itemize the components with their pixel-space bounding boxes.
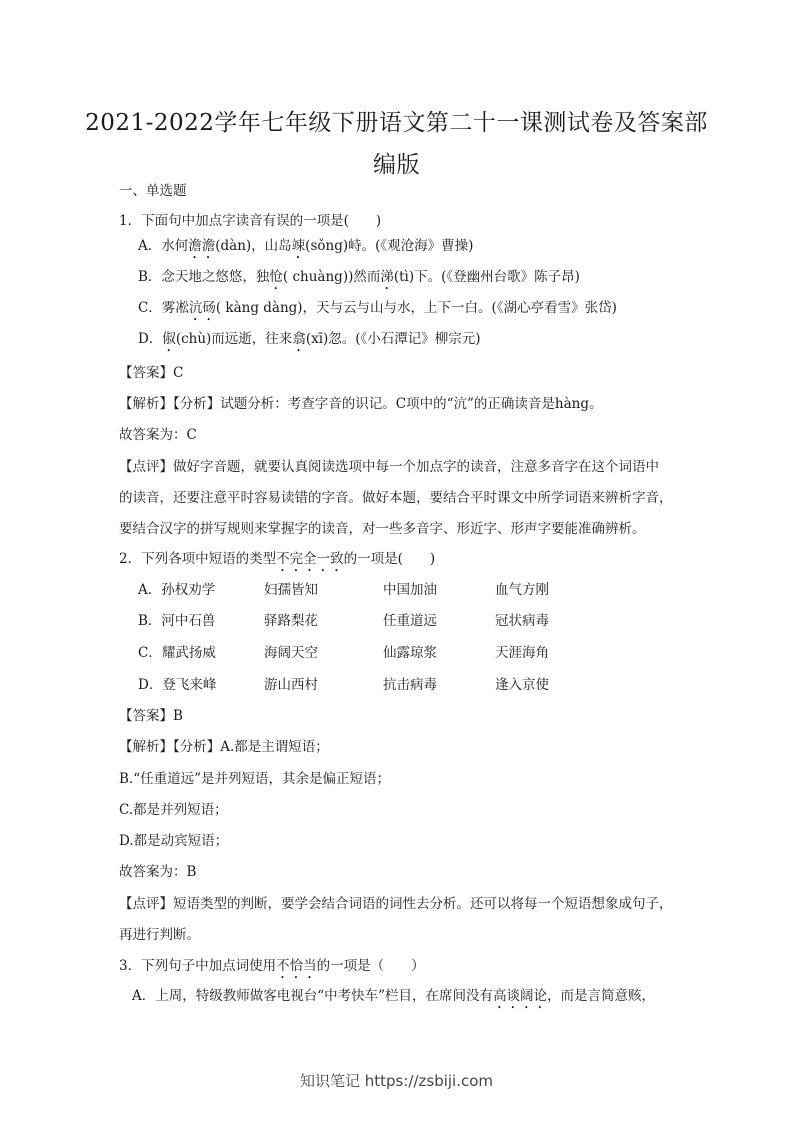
- q1-analysis: 【解析】【分析】试题分析：考查字音的识记。C项中的“沆”的正确读音是hàng。: [119, 396, 603, 412]
- q2-stem-dotted: 不完全一致: [276, 551, 344, 567]
- q1-a-dotted1: 澹澹: [188, 238, 216, 254]
- q2-b-col2: 驿路梨花: [264, 613, 318, 629]
- q1-option-c: [138, 299, 617, 324]
- q2-b-col4: 冠状病毒: [495, 613, 549, 629]
- q1-stem: 1．下面句中加点字读音有误的一项是( ): [119, 213, 382, 229]
- q1-comment-1: 【点评】做好字音题，就要认真阅读选项中每一个加点字的读音，注意多音字在这个词语中: [119, 459, 659, 475]
- q3-stem-post: 的一项是（ ）: [316, 958, 425, 974]
- q2-stem-post: 的一项是( ): [343, 551, 436, 567]
- q3-stem-dotted: 不恰当: [276, 958, 317, 974]
- q2-stem: [119, 550, 435, 575]
- q1-b-dotted2: 涕: [380, 269, 394, 285]
- q2-c-col2: 海阔天空: [264, 645, 318, 661]
- q1-answer: 【答案】C: [119, 365, 184, 381]
- q2-d-col4: 逢入京使: [495, 677, 549, 693]
- q2-c-col3: 仙露琼浆: [383, 645, 437, 661]
- q1-d-text1: D．: [138, 331, 163, 347]
- q1-d-dotted2: 翕: [292, 331, 306, 347]
- q2-c-col4: 天涯海角: [495, 645, 549, 661]
- q1-a-dotted2: 竦: [291, 238, 306, 254]
- q1-c-dotted1: 沆砀: [188, 300, 216, 316]
- q1-a-text1: A．水何: [138, 238, 189, 254]
- q2-conclusion: 故答案为：B: [119, 864, 197, 880]
- q3-a-post: ，而是言简意赅，: [547, 988, 656, 1004]
- q1-option-d: [138, 330, 481, 355]
- q1-c-text1: C．雾凇: [138, 300, 189, 316]
- q1-comment-2: 的读音，还要注意平时容易读错的字音。做好本题，要结合平时课文中所学词语来辨析字音，: [119, 490, 673, 506]
- q1-option-b: [138, 268, 580, 293]
- q2-analysis-a: 【解析】【分析】A.都是主谓短语；: [119, 739, 329, 755]
- q1-b-dotted1: 怆: [269, 269, 283, 285]
- q3-a-pre: A．上周，特级教师做客电视台“中考快车”栏目，在席间没有: [132, 988, 494, 1004]
- q2-a-col4: 血气方刚: [495, 582, 549, 598]
- q1-b-text1: B．念天地之悠悠，独: [138, 269, 270, 285]
- q1-d-text2: (chù)而远逝，往来: [175, 331, 293, 347]
- q1-d-text3: (xī)忽。(《小石潭记》柳宗元): [305, 331, 481, 347]
- q1-c-text2: ( kàng dàng)，天与云与山与水，上下一白。(《湖心亭看雪》张岱): [215, 300, 617, 316]
- q2-a-col1: A．孙权劝学: [138, 582, 216, 598]
- q3-stem-pre: 3．下列句子中加点词使用: [119, 958, 277, 974]
- q2-analysis-d: D.都是动宾短语；: [119, 833, 229, 849]
- q3-option-a: [132, 987, 655, 1012]
- q1-conclusion: 故答案为：C: [119, 427, 197, 443]
- q2-c-col1: C．耀武扬威: [138, 645, 216, 661]
- q2-stem-pre: 2．下列各项中短语的类型: [119, 551, 277, 567]
- q2-d-col3: 抗击病毒: [383, 677, 437, 693]
- q2-answer: 【答案】B: [119, 708, 183, 724]
- q1-b-text2: ( chuàng))然而: [282, 269, 381, 285]
- q3-stem: [119, 957, 425, 982]
- document-title-line2: 编版: [373, 152, 420, 178]
- q1-d-dotted1: 俶: [162, 331, 176, 347]
- page-footer-watermark: 知识笔记 https://zsbiji.com: [299, 1072, 494, 1090]
- q2-a-col3: 中国加油: [383, 582, 437, 598]
- q2-d-col1: D．登飞来峰: [138, 677, 217, 693]
- q2-b-col1: B．河中石兽: [138, 613, 216, 629]
- q2-d-col2: 游山西村: [264, 677, 318, 693]
- q2-b-col3: 任重道远: [383, 613, 437, 629]
- q2-comment-2: 再进行判断。: [119, 927, 200, 943]
- q1-comment-3: 要结合汉字的拼写规则来掌握字的读音，对一些多音字、形近字、形声字要能准确辨析。: [119, 521, 646, 537]
- q1-b-text3: (tì)下。(《登幽州台歌》陈子昂): [393, 269, 580, 285]
- q2-analysis-b: B.“任重道远”是并列短语，其余是偏正短语；: [119, 771, 391, 787]
- q2-a-col2: 妇孺皆知: [264, 582, 318, 598]
- q1-option-a: [138, 237, 473, 262]
- section-heading: 一、单选题: [119, 183, 187, 199]
- q2-analysis-c: C.都是并列短语；: [119, 802, 228, 818]
- q1-a-text2: (dàn)，山岛: [215, 238, 292, 254]
- q3-a-dotted: 高谈阔论: [493, 988, 548, 1004]
- document-title-line1: 2021-2022学年七年级下册语文第二十一课测试卷及答案部: [85, 110, 708, 136]
- q2-comment-1: 【点评】短语类型的判断，要学会结合词语的词性去分析。还可以将每一个短语想象成句子，: [119, 896, 673, 912]
- q1-a-text3: (sǒng)峙。(《观沧海》曹操): [305, 238, 474, 254]
